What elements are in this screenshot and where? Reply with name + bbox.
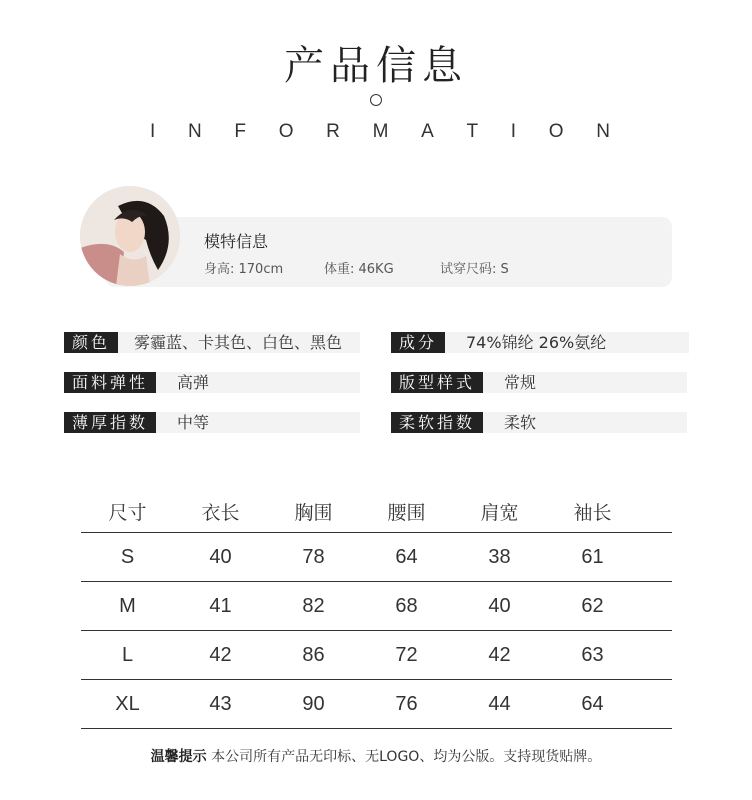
table-cell: 40 [488, 594, 511, 617]
table-cell: 43 [209, 692, 232, 715]
attr-label: 薄厚指数 [64, 412, 156, 433]
attr-fit [391, 372, 687, 393]
subtitle-letter: T [466, 121, 479, 142]
column-header: 胸围 [294, 501, 333, 524]
table-header [81, 490, 672, 533]
attr-softness [391, 412, 687, 433]
model-info-title: 模特信息 [204, 232, 269, 251]
table-cell: 41 [209, 594, 232, 617]
model-weight: 体重: 46KG [324, 262, 394, 277]
table-cell: L [121, 643, 134, 666]
attr-elasticity [64, 372, 360, 393]
model-avatar [80, 186, 180, 286]
table-cell: XL [115, 692, 140, 715]
table-cell: 40 [209, 545, 232, 568]
table-cell: 42 [488, 643, 511, 666]
table-row [81, 533, 672, 582]
attr-label: 颜色 [64, 332, 118, 353]
subtitle-letter: I [510, 121, 517, 142]
table-cell: 82 [302, 594, 325, 617]
table-cell: 44 [488, 692, 511, 715]
subtitle-letter: N [596, 121, 610, 142]
attr-thickness [64, 412, 360, 433]
subtitle-letter: O [278, 121, 294, 142]
attr-value: 中等 [177, 413, 210, 432]
table-cell: 68 [395, 594, 418, 617]
model-height: 身高: 170cm [204, 262, 284, 277]
subtitle-letter: A [421, 121, 434, 142]
attr-color [64, 332, 360, 353]
circle-ornament [370, 94, 382, 106]
information-subtitle [150, 121, 610, 143]
attr-label: 柔软指数 [391, 412, 483, 433]
model-size: 试穿尺码: S [440, 262, 509, 277]
table-cell: 64 [581, 692, 604, 715]
footer-text: 本公司所有产品无印标、无LOGO、均为公版。支持现货贴牌。 [211, 749, 602, 765]
column-header: 袖长 [573, 501, 612, 524]
table-cell: 76 [395, 692, 418, 715]
table-cell: 62 [581, 594, 604, 617]
footer-label: 温馨提示 [150, 749, 207, 765]
subtitle-letter: F [234, 121, 246, 142]
subtitle-letter: I [150, 121, 156, 142]
column-header: 腰围 [387, 501, 426, 524]
subtitle-letter: R [326, 121, 340, 142]
table-cell: 72 [395, 643, 418, 666]
attr-composition [391, 332, 689, 353]
size-table [81, 490, 672, 729]
column-header: 尺寸 [108, 501, 147, 524]
table-cell: S [120, 545, 135, 568]
table-cell: M [119, 594, 136, 617]
attr-value: 74%锦纶 26%氨纶 [466, 333, 607, 352]
column-header: 肩宽 [480, 501, 519, 524]
attr-value: 常规 [504, 373, 537, 392]
table-cell: 64 [395, 545, 418, 568]
table-cell: 78 [302, 545, 325, 568]
page-title: 产品信息 [284, 43, 468, 89]
table-cell: 90 [302, 692, 325, 715]
table-cell: 42 [209, 643, 232, 666]
attr-label: 面料弹性 [64, 372, 156, 393]
attr-value: 雾霾蓝、卡其色、白色、黑色 [134, 333, 343, 352]
table-cell: 63 [581, 643, 604, 666]
model-photo-icon [80, 186, 180, 286]
table-cell: 38 [488, 545, 511, 568]
subtitle-letter: M [372, 121, 389, 142]
attr-value: 高弹 [177, 373, 210, 392]
subtitle-letter: O [548, 121, 564, 142]
attr-label: 版型样式 [391, 372, 483, 393]
column-header: 衣长 [201, 501, 240, 524]
subtitle-letter: N [187, 121, 202, 142]
footer-note [0, 746, 752, 766]
table-row [81, 582, 672, 631]
table-row [81, 631, 672, 680]
table-cell: 86 [302, 643, 325, 666]
attr-value: 柔软 [504, 413, 537, 432]
attr-label: 成分 [391, 332, 445, 353]
table-row [81, 680, 672, 729]
table-cell: 61 [581, 545, 604, 568]
